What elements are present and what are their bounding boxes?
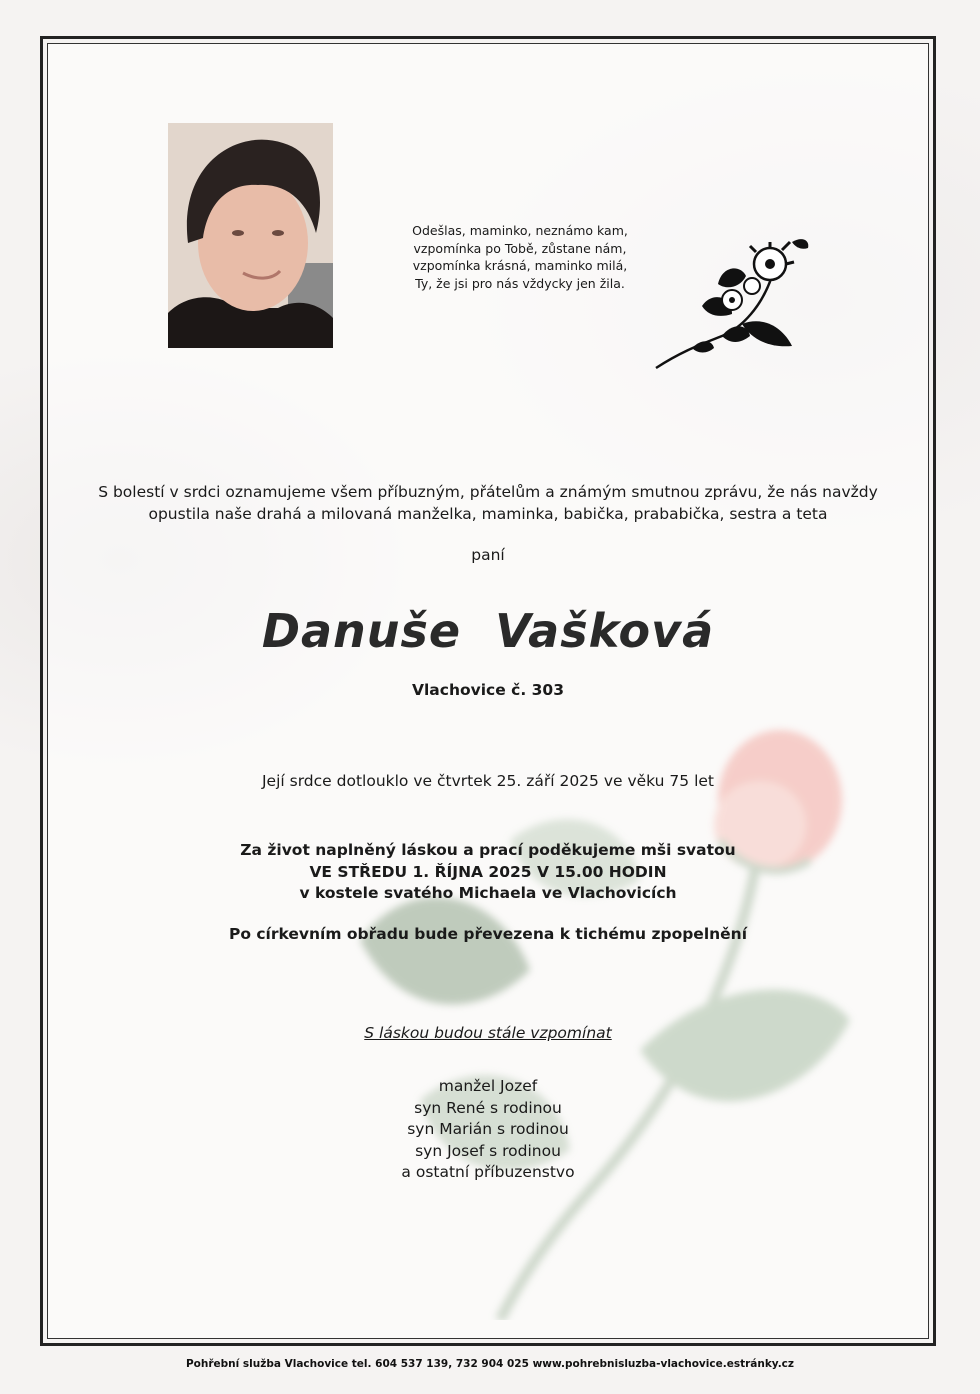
family-member: syn Marián s rodinou	[407, 1120, 569, 1138]
last-name: Vašková	[495, 604, 715, 658]
death-notice: Její srdce dotlouklo ve čtvrtek 25. září 2025 ve věku 75 let	[261, 772, 714, 790]
title-word: paní	[471, 546, 505, 564]
family-member: manžel Jozef	[438, 1077, 538, 1095]
cremation-note: Po církevním obřadu bude převezena k tichému zpopelnění	[228, 925, 748, 943]
ceremony-line: Za život naplněný láskou a prací poděkujeme mši svatou	[240, 841, 736, 859]
address: Vlachovice č. 303	[412, 681, 564, 699]
poem-line: Ty, že jsi pro nás vždycky jen žila.	[415, 275, 625, 291]
remember-line: S láskou budou stále vzpomínat	[364, 1024, 612, 1042]
poem-line: vzpomínka po Tobě, zůstane nám,	[413, 240, 627, 256]
first-name: Danuše	[261, 604, 462, 658]
poem	[380, 222, 660, 292]
portrait-photo	[168, 123, 333, 348]
family-member: syn Josef s rodinou	[415, 1141, 561, 1160]
ceremony-date: VE STŘEDU 1. ŘÍJNA 2025 V 15.00 HODIN	[309, 862, 667, 881]
announcement-line: opustila naše drahá a milovaná manželka, maminka, babička, prababička, sestra a teta	[148, 504, 828, 523]
announcement	[60, 482, 916, 525]
announcement-line: S bolestí v srdci oznamujeme všem příbuzným, přátelům a známým smutnou zprávu, že nás navždy	[98, 483, 878, 501]
ceremony-info	[60, 840, 916, 905]
family-list	[60, 1076, 916, 1184]
family-member: a ostatní příbuzenstvo	[401, 1163, 575, 1181]
ceremony-place: v kostele svatého Michaela ve Vlachovicích	[299, 884, 677, 902]
rose-background-icon	[340, 720, 860, 1320]
poem-line: Odešlas, maminko, neznámo kam,	[412, 223, 628, 238]
flower-sprig-icon	[652, 236, 812, 372]
family-member: syn René s rodinou	[414, 1098, 562, 1117]
footer-contact: Pohřební služba Vlachovice tel. 604 537 139, 732 904 025 www.pohrebnisluzba-vlachovice.estránky.cz	[185, 1358, 795, 1370]
deceased-name	[60, 604, 916, 658]
poem-line: vzpomínka krásná, maminko milá,	[412, 258, 628, 273]
